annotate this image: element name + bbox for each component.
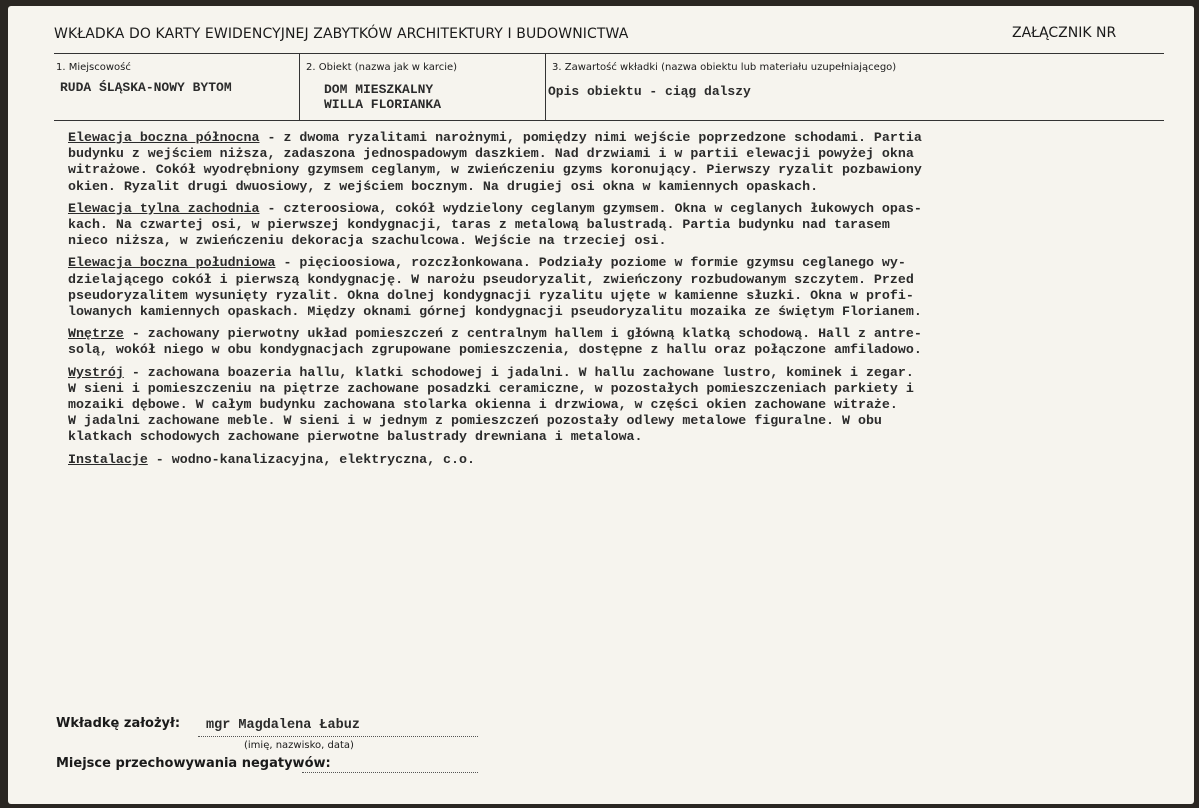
paragraph-heading: Elewacja boczna południowa [68,255,276,271]
author-dotted-line [198,736,478,737]
contents-value: Opis obiektu - ciąg dalszy [548,84,751,99]
author-hint: (imię, nazwisko, data) [244,740,354,751]
paragraph-installations: Instalacje - wodno-kanalizacyjna, elektryczna, c.o. [68,451,475,467]
header-divider-bottom [54,120,1164,121]
object-value-line2: WILLA FLORIANKA [324,97,442,112]
paragraph-heading: Elewacja tylna zachodnia [68,200,260,216]
annex-number-label: ZAŁĄCZNIK NR [1012,25,1117,41]
locality-value: RUDA ŚLĄSKA-NOWY BYTOM [60,80,232,95]
paragraph-furnishing: Wystrój - zachowana boazeria hallu, klatki schodowej i jadalni. W hallu zachowane lustro, kominek i zegar. W sieni i pomieszczeniu na piętrze zachowane posadzki ceramiczne, w pozostałych pomieszczeniach parkiety i mozaiki dębowe. W całym budynku zachowana stolarka okienna i drzwiowa, w części okien zachowane witraże. W jadalni zachowane meble. W sieni i w jednym z pomieszczeń pozostały odlewy metalowe figuralne. W obu klatkach schodowych zachowane pierwotne balustrady drewniana i metalowa. [68,364,914,445]
object-value-line1: DOM MIESZKALNY [324,82,434,97]
paragraph-west-elevation: Elewacja tylna zachodnia - czteroosiowa, cokół wydzielony ceglanym gzymsem. Okna w ceglanych łukowych opas- kach. Na czwartej osi, w pierwszej kondygnacji, taras z metalową balustradą. Partia budynku nad tarasem nieco niższa, w zwieńczeniu dekoracja szachulcowa. Wejście na trzeciej osi. [68,200,922,249]
field-divider-1 [299,54,300,120]
paragraph-heading: Wystrój [68,364,124,380]
document-title: WKŁADKA DO KARTY EWIDENCYJNEJ ZABYTKÓW ARCHITEKTURY I BUDOWNICTWA [54,26,629,42]
locality-label: 1. Miejscowość [56,62,131,73]
paragraph-south-elevation: Elewacja boczna południowa - pięcioosiowa, rozczłonkowana. Podziały poziome w formie gzymsu ceglanego wy- dzielającego cokół i pierwszą kondygnację. W narożu pseudoryzalit, zwieńczony rozbudowanym szczytem. Przed pseudoryzalitem wysunięty ryzalit. Okna dolnej kondygnacji ryzalitu ujęte w kamienne słuzki. Okna w profi- lowanych kamiennych opaskach. Między oknami górnej kondygnacji pseudoryzalitu mozaika ze świętym Florianem. [68,255,922,320]
contents-label: 3. Zawartość wkładki (nazwa obiektu lub materiału uzupełniającego) [552,62,897,73]
description-body [68,130,1158,474]
storage-dotted-line [302,772,478,773]
paragraph-north-elevation: Elewacja boczna północna - z dwoma ryzalitami narożnymi, pomiędzy nimi wejście poprzedzone schodami. Partia budynku z wejściem niższa, zadaszona jednospadowym daszkiem. Nad drzwiami i w partii elewacji powyżej okna witrażowe. Cokół wyodrębniony gzymsem ceglanym, w zwieńczeniu gzyms koronujący. Pierwszy ryzalit pozbawiony okien. Ryzalit drugi dwuosiowy, z wejściem bocznym. Na drugiej osi okna w kamiennych opaskach. [68,130,922,194]
paragraph-heading: Wnętrze [68,326,124,342]
negatives-storage-label: Miejsce przechowywania negatywów: [56,756,331,771]
object-label: 2. Obiekt (nazwa jak w karcie) [306,62,458,73]
paragraph-heading: Instalacje [68,451,148,467]
paragraph-interior: Wnętrze - zachowany pierwotny układ pomieszczeń z centralnym hallem i główną klatką schodową. Hall z antre- solą, wokół niego w obu kondygnacjach zgrupowane pomieszczenia, dostępne z hallu oraz połączone amfiladowo. [68,326,922,358]
header-divider-top [54,53,1164,54]
field-divider-2 [545,54,546,120]
paragraph-heading: Elewacja boczna północna [68,130,260,145]
author-label: Wkładkę założył: [56,716,181,731]
author-value: mgr Magdalena Łabuz [206,718,360,733]
record-card [8,6,1194,804]
